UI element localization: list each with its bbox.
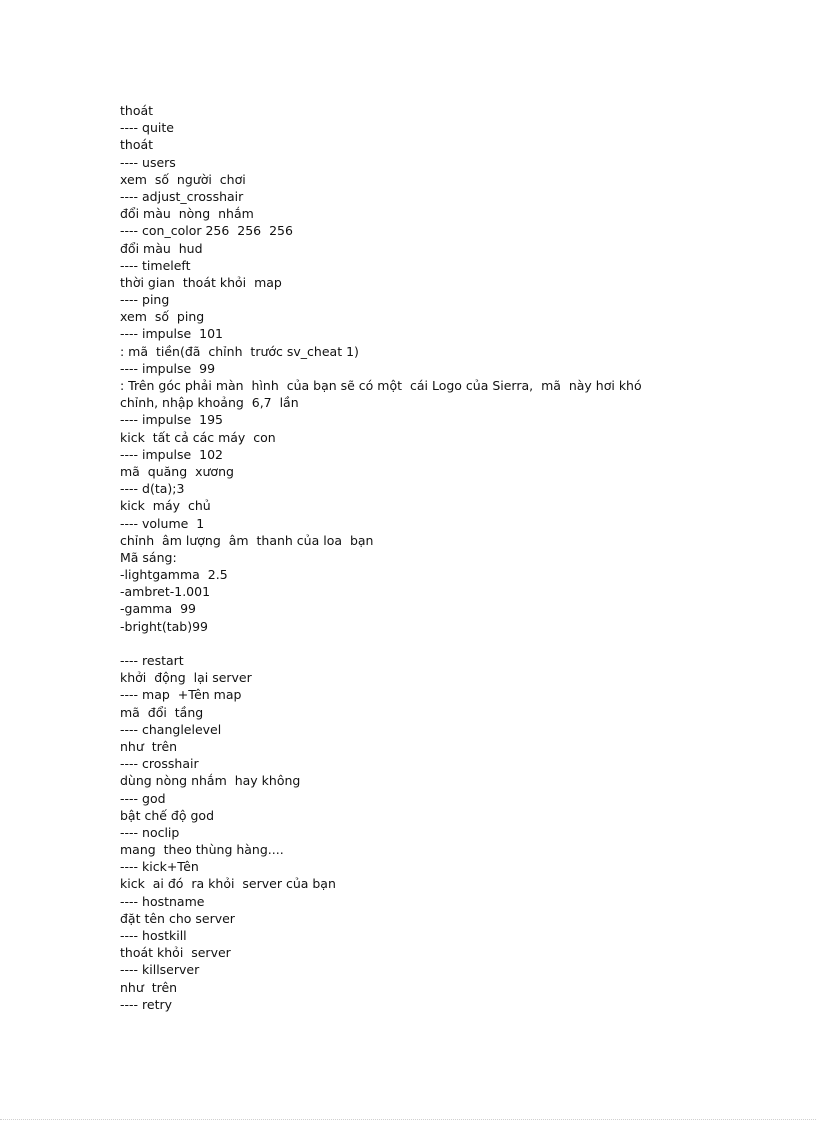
command-line: ---- god	[120, 790, 166, 806]
description-line: Mã sáng:	[120, 549, 177, 565]
description-line: dùng nòng nhắm hay không	[120, 773, 301, 789]
command-line: ---- restart	[120, 653, 184, 668]
description-line: mã quăng xương	[120, 463, 234, 479]
command-line: ---- impulse 99	[120, 360, 216, 376]
description-line: -ambret-1.001	[120, 584, 211, 600]
description-line: bật chế độ god	[120, 807, 215, 823]
description-line: chỉnh âm lượng âm thanh của loa bạn	[120, 532, 374, 548]
description-line: thoát khỏi server	[120, 945, 231, 961]
description-line: -lightgamma 2.5	[120, 567, 228, 583]
page-bottom-divider	[0, 1119, 816, 1120]
command-line: ---- hostname	[120, 893, 205, 909]
command-line: ---- adjust_crosshair	[120, 188, 244, 204]
command-line: ---- impulse 101	[120, 326, 224, 342]
description-line: như trên	[120, 738, 178, 754]
command-line: ---- hostkill	[120, 928, 187, 943]
description-line: mã đổi tầng	[120, 704, 204, 720]
command-line: ---- ping	[120, 292, 170, 308]
description-line: đổi màu nòng nhắm	[120, 206, 254, 222]
command-line: ---- noclip	[120, 824, 180, 840]
command-line: ---- volume 1	[120, 515, 205, 531]
description-line: kick tất cả các máy con	[120, 429, 276, 445]
description-line: -bright(tab)99	[120, 618, 208, 634]
blank-line	[120, 635, 720, 652]
description-line: khởi động lại server	[120, 670, 252, 686]
command-line: ---- crosshair	[120, 756, 199, 772]
command-line: ---- con_color 256 256 256	[120, 223, 293, 239]
command-line: ---- quite	[120, 120, 174, 136]
description-line: mang theo thùng hàng....	[120, 842, 284, 858]
description-line: thoát	[120, 137, 154, 153]
description-line: như trên	[120, 979, 178, 995]
description-line: : mã tiền(đã chỉnh trước sv_cheat 1)	[120, 343, 359, 359]
description-line: thời gian thoát khỏi map	[120, 274, 282, 290]
description-line: xem số ping	[120, 309, 205, 325]
command-line: ---- changlelevel	[120, 721, 222, 737]
description-line: xem số người chơi	[120, 171, 246, 187]
description-line: thoát	[120, 103, 154, 118]
description-line: đặt tên cho server	[120, 910, 235, 926]
command-line: ---- killserver	[120, 962, 200, 978]
command-line: ---- impulse 195	[120, 412, 224, 428]
description-line: kick máy chủ	[120, 498, 211, 514]
description-line: -gamma 99	[120, 601, 196, 617]
description-line: kick ai đó ra khỏi server của bạn	[120, 876, 336, 892]
description-line: chỉnh, nhập khoảng 6,7 lần	[120, 395, 299, 411]
command-line: ---- retry	[120, 996, 173, 1012]
command-line: ---- d(ta);3	[120, 481, 185, 497]
command-line: ---- map +Tên map	[120, 687, 242, 703]
document-body	[120, 102, 720, 1013]
command-line: ---- users	[120, 154, 176, 170]
command-line: ---- impulse 102	[120, 446, 224, 462]
description-line: đổi màu hud	[120, 240, 203, 256]
description-line: : Trên góc phải màn hình của bạn sẽ có một cái Logo của Sierra, mã này hơi khó	[120, 378, 642, 393]
command-line: ---- kick+Tên	[120, 859, 199, 875]
command-line: ---- timeleft	[120, 257, 191, 273]
